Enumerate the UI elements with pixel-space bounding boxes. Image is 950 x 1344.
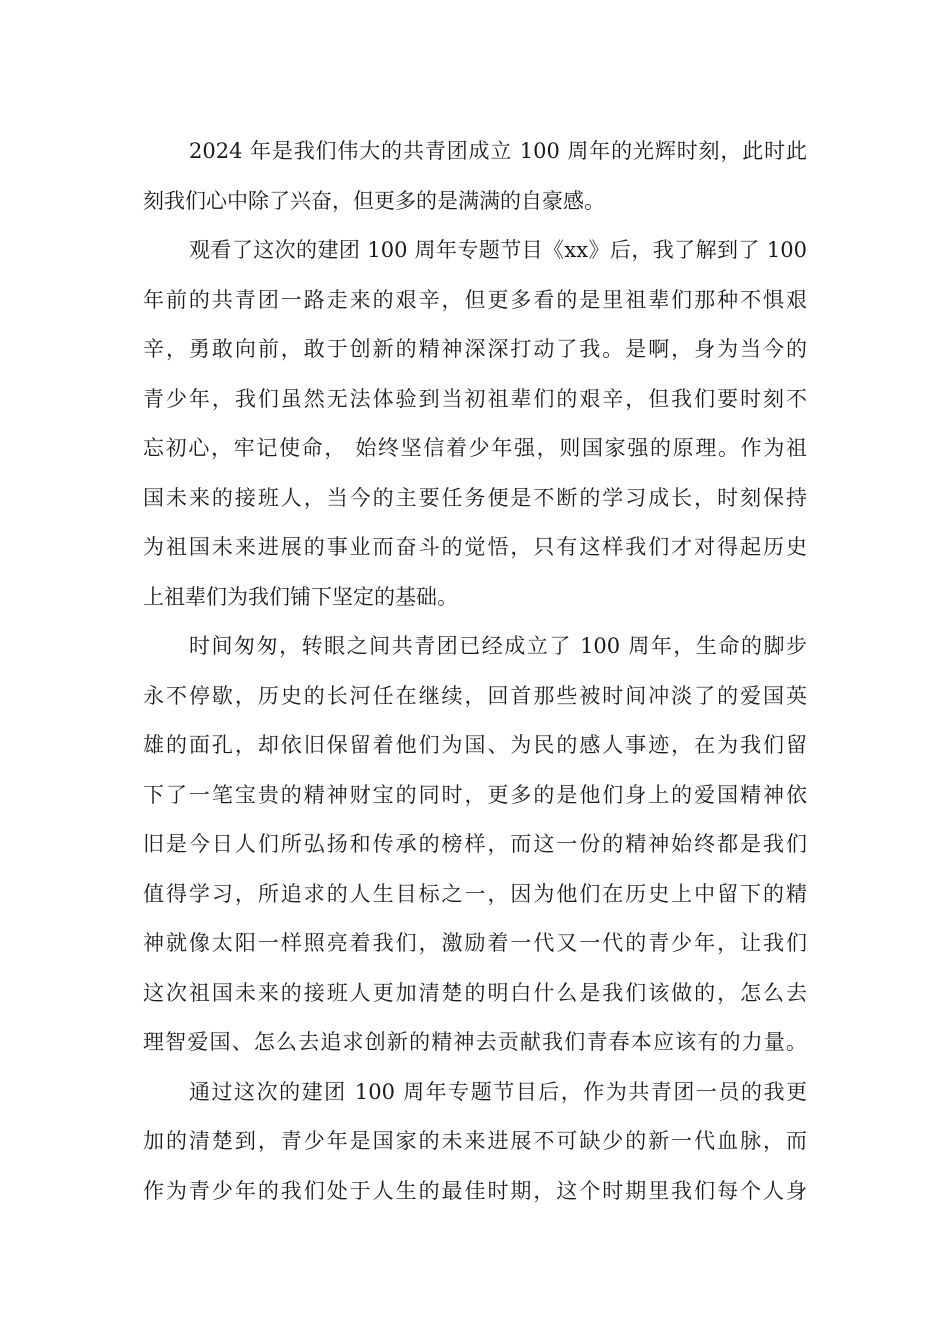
paragraph-2-line-3: 辛，勇敢向前，敢于创新的精神深深打动了我。是啊，身为当今的 [143, 337, 807, 361]
paragraph-4-line-2: 加的清楚到，青少年是国家的未来进展不可缺少的新一代血脉，而 [143, 1129, 807, 1153]
paragraph-2-line-7: 为祖国未来进展的事业而奋斗的觉悟，只有这样我们才对得起历史 [143, 535, 807, 559]
document-body [143, 127, 807, 1216]
paragraph-2-line-5: 忘初心，牢记使命， 始终坚信着少年强，则国家强的原理。作为祖 [143, 436, 807, 460]
paragraph-2-line-1: 观看了这次的建团 100 周年专题节目《xx》后，我了解到了 100 [189, 238, 807, 262]
paragraph-3-line-5: 旧是今日人们所弘扬和传承的榜样，而这一份的精神始终都是我们 [143, 832, 807, 856]
paragraph-3-line-3: 雄的面孔，却依旧保留着他们为国、为民的感人事迹，在为我们留 [143, 733, 807, 757]
paragraph-2-line-4: 青少年，我们虽然无法体验到当初祖辈们的艰辛，但我们要时刻不 [143, 386, 807, 411]
paragraph-3-line-4: 下了一笔宝贵的精神财宝的同时，更多的是他们身上的爱国精神依 [143, 782, 807, 807]
paragraph-1-line-2: 刻我们心中除了兴奋，但更多的是满满的自豪感。 [143, 188, 605, 213]
paragraph-2-line-6: 国未来的接班人，当今的主要任务便是不断的学习成长，时刻保持 [143, 485, 807, 510]
paragraph-3-line-9: 理智爱国、怎么去追求创新的精神去贡献我们青春本应该有的力量。 [143, 1030, 807, 1054]
paragraph-3-line-1: 时间匆匆，转眼之间共青团已经成立了 100 周年，生命的脚步 [189, 634, 807, 658]
paragraph-1-line-1: 2024 年是我们伟大的共青团成立 100 周年的光辉时刻，此时此 [189, 139, 807, 163]
paragraph-4-line-1: 通过这次的建团 100 周年专题节目后，作为共青团一员的我更 [189, 1079, 807, 1104]
paragraph-2-line-2: 年前的共青团一路走来的艰辛，但更多看的是里祖辈们那种不惧艰 [143, 287, 807, 312]
paragraph-3-line-6: 值得学习，所追求的人生目标之一，因为他们在历史上中留下的精 [143, 881, 807, 906]
paragraph-2-line-8: 上祖辈们为我们铺下坚定的基础。 [143, 584, 458, 609]
paragraph-3-line-8: 这次祖国未来的接班人更加清楚的明白什么是我们该做的，怎么去 [143, 980, 807, 1005]
paragraph-3-line-2: 永不停歇，历史的长河任在继续，回首那些被时间冲淡了的爱国英 [143, 683, 807, 708]
paragraph-4-line-3: 作为青少年的我们处于人生的最佳时期，这个时期里我们每个人身 [143, 1178, 807, 1203]
paragraph-3-line-7: 神就像太阳一样照亮着我们，激励着一代又一代的青少年，让我们 [143, 931, 807, 955]
